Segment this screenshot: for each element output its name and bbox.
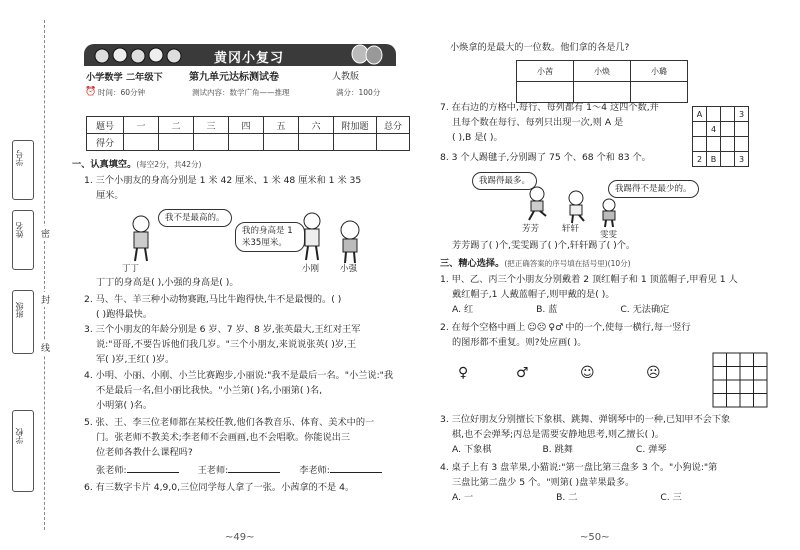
child-name: 雯雯: [600, 230, 618, 240]
q1-line: 1. 三个小朋友的身高分别是 1 米 42 厘米、1 米 48 厘米和 1 米 35: [84, 175, 362, 186]
score-input[interactable]: [299, 134, 334, 151]
q6-table-header: [517, 61, 688, 82]
speech-bubble: 我不是最高的。: [158, 209, 232, 227]
child-figure-wenwen: [598, 198, 620, 228]
q5-answer-row: [96, 463, 406, 478]
score-cell: 一: [124, 117, 159, 134]
c4-line: 4. 桌子上有 3 盘苹果,小猫说:"第一盘比第三盘多 3 个。"小狗说:"第: [440, 462, 718, 473]
q5-line: 5. 张、王、李三位老师都在某校任教,他们各教音乐、体育、美术中的一: [84, 417, 375, 428]
teacher-answer-line[interactable]: [228, 472, 280, 473]
subject-label: 小学数学 二年级下: [86, 72, 163, 83]
grid-row: [693, 137, 749, 152]
binding-cut-line: [44, 20, 45, 530]
score-input[interactable]: [159, 134, 194, 151]
child-figure-xiaogang: [298, 212, 326, 262]
grid-cell: [693, 137, 707, 152]
grid-cell: [721, 122, 735, 137]
choice-3: [440, 412, 790, 442]
q5-line: 位老师各教什么课程吗?: [96, 447, 193, 458]
binding-field-school: 学校: [15, 428, 24, 444]
score-cell: 二: [159, 117, 194, 134]
option[interactable]: A. 红: [452, 304, 474, 315]
grid-cell: 2: [693, 152, 707, 167]
person-icon: ♀♂: [548, 322, 564, 333]
q1-answer: 丁丁的身高是( ),小强的身高是( )。: [96, 277, 239, 288]
cut-mark: 密: [41, 226, 50, 241]
option[interactable]: A. 下象棋: [452, 444, 492, 455]
question-8: 8. 3 个人踢毽子,分别踢了 75 个、68 个和 83 个。: [440, 152, 651, 163]
score-input[interactable]: [194, 134, 229, 151]
grid-cell: [735, 137, 749, 152]
cut-mark: 封: [41, 292, 50, 307]
binding-strip: [0, 0, 62, 550]
brand-banner: [84, 44, 396, 66]
binding-field-box: [12, 210, 34, 270]
q6-continued: 小焕拿的是最大的一位数。他们拿的各是几?: [450, 42, 630, 53]
grid-cell: B: [707, 152, 721, 167]
grid-cell: [721, 107, 735, 122]
page-number: ~50~: [580, 532, 610, 543]
section-3-heading: [440, 256, 631, 271]
teacher-answer-line[interactable]: [330, 472, 382, 473]
grid-cell: [693, 122, 707, 137]
q6-answer-table: [516, 60, 688, 103]
teacher-label: 王老师:: [197, 465, 229, 476]
q3-line: 说:"哥哥,不要告诉他们我几岁。"三个小朋友,来说说张英( )岁,王: [96, 339, 357, 350]
grid-cell: [707, 107, 721, 122]
score-cell: 附加题: [334, 117, 377, 134]
c2-puzzle-grid: [712, 352, 768, 408]
binding-field-name: 姓名: [15, 222, 24, 238]
child-figure-xuanxuan: [564, 190, 588, 224]
binding-field-class: 班级: [15, 302, 24, 318]
exam-title: 第九单元达标测试卷: [189, 72, 279, 83]
q3-line: 军( )岁,王红( )岁。: [96, 354, 175, 365]
time-label: 时间：60分钟: [98, 88, 146, 97]
option-figure-icon[interactable]: ♂: [516, 365, 529, 381]
option[interactable]: C. 无法确定: [620, 304, 670, 315]
q7-line: 7. 在右边的方格中,每行、每列都有 1～4 这四个数,并: [440, 102, 659, 113]
question-5: [84, 415, 404, 460]
q2-line: 2. 马、牛、羊三种小动物赛跑,马比牛跑得快,牛不是最慢的。( ): [84, 294, 342, 305]
child-figure-xiaoqiang: [335, 220, 365, 264]
score-cell: 五: [264, 117, 299, 134]
option-figure-icon[interactable]: ♀: [458, 365, 469, 381]
section-note: (把正确答案的序号填在括号里)(10分): [504, 259, 631, 268]
grid-row: [693, 107, 749, 122]
child-name: 小强: [340, 264, 358, 274]
cut-mark: 线: [41, 340, 50, 355]
question-7: [440, 100, 700, 145]
q5-line: 门。张老师不教美术;李老师不会画画,也不会唱歌。你能说出三: [96, 432, 351, 443]
binding-field-box: [12, 410, 34, 492]
c3-line: 棋,也不会弹琴;丙总是需要安静地思考,则乙擅长( )。: [452, 429, 664, 440]
q2-line: ( )跑得最快。: [96, 309, 153, 320]
section-note: (每空2分，共42分): [136, 160, 202, 169]
score-input[interactable]: [124, 134, 159, 151]
smile-icon: ☺☹: [527, 322, 547, 333]
q6-header-cell: 小焕: [574, 61, 631, 82]
q6-header-cell: 小璐: [631, 61, 688, 82]
q8-answer: 芳芳踢了( )个,雯雯踢了( )个,轩轩踢了( )个。: [452, 240, 636, 251]
binding-field-box: [12, 290, 34, 354]
child-name: 小刚: [302, 264, 320, 274]
score-cell: 总分: [377, 117, 410, 134]
c4-line: 三盘比第二盘少 5 个。"则第( )盘苹果最多。: [452, 477, 635, 488]
section-title: 三、精心选择。: [440, 258, 505, 269]
brand-title: 黄冈小复习: [214, 51, 285, 66]
children-illustration: [88, 44, 208, 66]
score-input[interactable]: [264, 134, 299, 151]
page-number: ~49~: [225, 532, 255, 543]
section-title: 一、认真填空。: [72, 159, 137, 170]
score-cell: 六: [299, 117, 334, 134]
q7-line: ( ),B 是( )。: [452, 132, 503, 143]
c1-line: 1. 甲、乙、丙三个小朋友分别戴着 2 顶红帽子和 1 顶蓝帽子,甲看见 1 人: [440, 274, 738, 285]
choice-2: [440, 320, 790, 350]
option-smile-icon[interactable]: ☺: [580, 365, 595, 381]
grid-cell: A: [693, 107, 707, 122]
section-1-heading: [72, 157, 201, 172]
choice-1: [440, 272, 790, 302]
option[interactable]: B. 蓝: [536, 304, 558, 315]
child-name: 丁丁: [122, 264, 140, 274]
page-number-value: 49: [233, 532, 247, 543]
question-2: [84, 292, 404, 322]
question-3: [84, 322, 404, 367]
grid-row: [693, 152, 749, 167]
score-table-row: [87, 134, 410, 151]
score-input[interactable]: [377, 134, 410, 151]
option[interactable]: B. 二: [556, 492, 578, 503]
grid-cell: 4: [707, 122, 721, 137]
q1-line: 厘米。: [96, 190, 124, 201]
score-cell: 得分: [87, 134, 124, 151]
test-content: 测试内容：数学广角——推理: [192, 88, 290, 97]
c2-line: 的图形都不重复。则?处应画( )。: [452, 337, 587, 348]
option[interactable]: C. 弹琴: [635, 444, 667, 455]
score-cell: 四: [229, 117, 264, 134]
speech-bubble: 我踢得最多。: [472, 172, 537, 190]
q4-line: 不是最后一名,但小丽比我快。"小兰第( )名,小丽第( )名,: [96, 385, 323, 396]
score-cell: 三: [194, 117, 229, 134]
full-score: 满分：100分: [336, 88, 381, 97]
c2-line: 中的一个,使每一横行,每一竖行: [565, 322, 691, 333]
teacher-label: 张老师:: [96, 465, 127, 476]
speech-bubble: 我的身高是 1米35厘米。: [235, 222, 305, 252]
c1-options: [452, 302, 782, 317]
c2-line: 2. 在每个空格中画上: [440, 322, 526, 333]
question-4: [84, 368, 404, 413]
page-number-value: 50: [588, 532, 602, 543]
option-sad-icon[interactable]: ☹: [646, 365, 661, 381]
child-name: 芳芳: [522, 224, 540, 234]
c3-line: 3. 三位好朋友分别擅长下象棋、跳舞、弹钢琴中的一种,已知甲不会下象: [440, 414, 731, 425]
q6-header-cell: 小茜: [517, 61, 574, 82]
child-figure-dingding: [126, 215, 156, 263]
question-6: 6. 有三数字卡片 4,9,0,三位同学每人拿了一张。小茜拿的不是 4。: [84, 482, 355, 493]
q3-line: 3. 三个小朋友的年龄分别是 6 岁、7 岁、8 岁,张英最大,王红对王军: [84, 324, 361, 335]
option[interactable]: B. 跳舞: [542, 444, 573, 455]
teacher-answer-line[interactable]: [127, 472, 179, 473]
speech-bubble: 我踢得不是最少的。: [608, 180, 699, 198]
grid-cell: [735, 122, 749, 137]
grid-cell: 3: [735, 152, 749, 167]
exam-header: [84, 44, 396, 110]
child-name: 轩轩: [562, 224, 580, 234]
q4-line: 小明第( )名。: [96, 400, 153, 411]
option[interactable]: A. 一: [452, 492, 474, 503]
question-1: [84, 173, 404, 203]
q4-line: 4. 小明、小丽、小刚、小兰比赛跑步,小丽说:"我不是最后一名。"小兰说:"我: [84, 370, 394, 381]
grid-cell: [707, 137, 721, 152]
score-table: [86, 116, 410, 151]
choice-4: [440, 460, 790, 490]
q7-line: 且每个数在每行、每列只出现一次,则 A 是: [452, 117, 624, 128]
clock-icon: ⏰: [85, 87, 97, 97]
grid-cell: [721, 152, 735, 167]
binding-field-box: [12, 140, 34, 200]
child-figure-fangfang: [524, 186, 550, 222]
edition-label: 人教版: [332, 72, 360, 82]
option[interactable]: C. 三: [660, 492, 682, 503]
q7-grid: [692, 106, 749, 167]
grid-cell: 3: [735, 107, 749, 122]
grid-row: [693, 122, 749, 137]
score-input[interactable]: [229, 134, 264, 151]
score-cell: 题号: [87, 117, 124, 134]
c4-options: [452, 490, 782, 505]
c1-line: 戴红帽子,1 人戴蓝帽子,则甲戴的是( )。: [452, 289, 615, 300]
teacher-label: 李老师:: [299, 465, 330, 476]
balloon-icon: [348, 44, 388, 66]
c3-options: [452, 442, 782, 457]
score-input[interactable]: [334, 134, 377, 151]
score-table-header: [87, 117, 410, 134]
binding-field-student-id: 学号: [15, 150, 24, 166]
grid-cell: [721, 137, 735, 152]
